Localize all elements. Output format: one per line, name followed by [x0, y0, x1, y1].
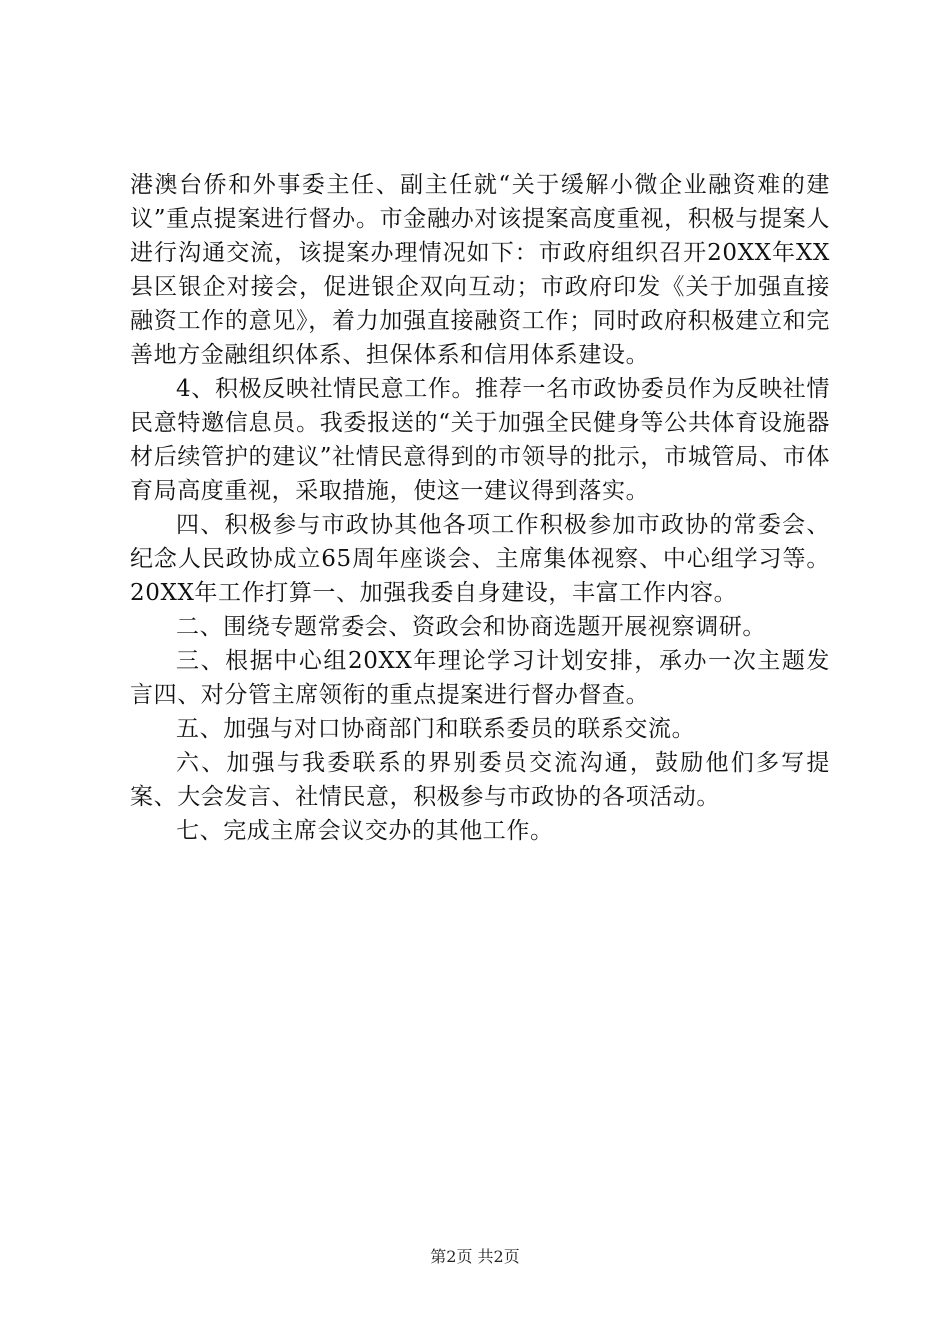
paragraph-continued: 港澳台侨和外事委主任、副主任就“关于缓解小微企业融资难的建议”重点提案进行督办。市金融办对该提案高度重视，积极与提案人进行沟通交流，该提案办理情况如下：市政府组织召开20XX年XX县区银企对接会，促进银企双向互动；市政府印发《关于加强直接融资工作的意见》，着力加强直接融资工作；同时政府积极建立和完善地方金融组织体系、担保体系和信用体系建设。: [130, 172, 830, 368]
document-body: [130, 168, 830, 848]
page-number-footer: 第2页 共2页: [430, 1247, 520, 1266]
paragraph-item-4: 4、积极反映社情民意工作。推荐一名市政协委员作为反映社情民意特邀信息员。我委报送的“关于加强全民健身等公共体育设施器材后续管护的建议”社情民意得到的市领导的批示，市城管局、市体育局高度重视，采取措施，使这一建议得到落实。: [130, 376, 830, 504]
paragraph-plan-5: 五、加强与对口协商部门和联系委员的联系交流。: [176, 716, 696, 742]
paragraph-plan-6: 六、加强与我委联系的界别委员交流沟通，鼓励他们多写提案、大会发言、社情民意，积极参与市政协的各项活动。: [130, 750, 830, 810]
paragraph-plan-7: 七、完成主席会议交办的其他工作。: [176, 818, 554, 844]
paragraph-plan-3: 三、根据中心组20XX年理论学习计划安排，承办一次主题发言四、对分管主席领衔的重点提案进行督办督查。: [130, 648, 830, 708]
paragraph-plan-2: 二、围绕专题常委会、资政会和协商选题开展视察调研。: [176, 614, 766, 640]
paragraph-section-4: 四、积极参与市政协其他各项工作积极参加市政协的常委会、纪念人民政协成立65周年座谈会、主席集体视察、中心组学习等。20XX年工作打算一、加强我委自身建设，丰富工作内容。: [130, 512, 830, 606]
